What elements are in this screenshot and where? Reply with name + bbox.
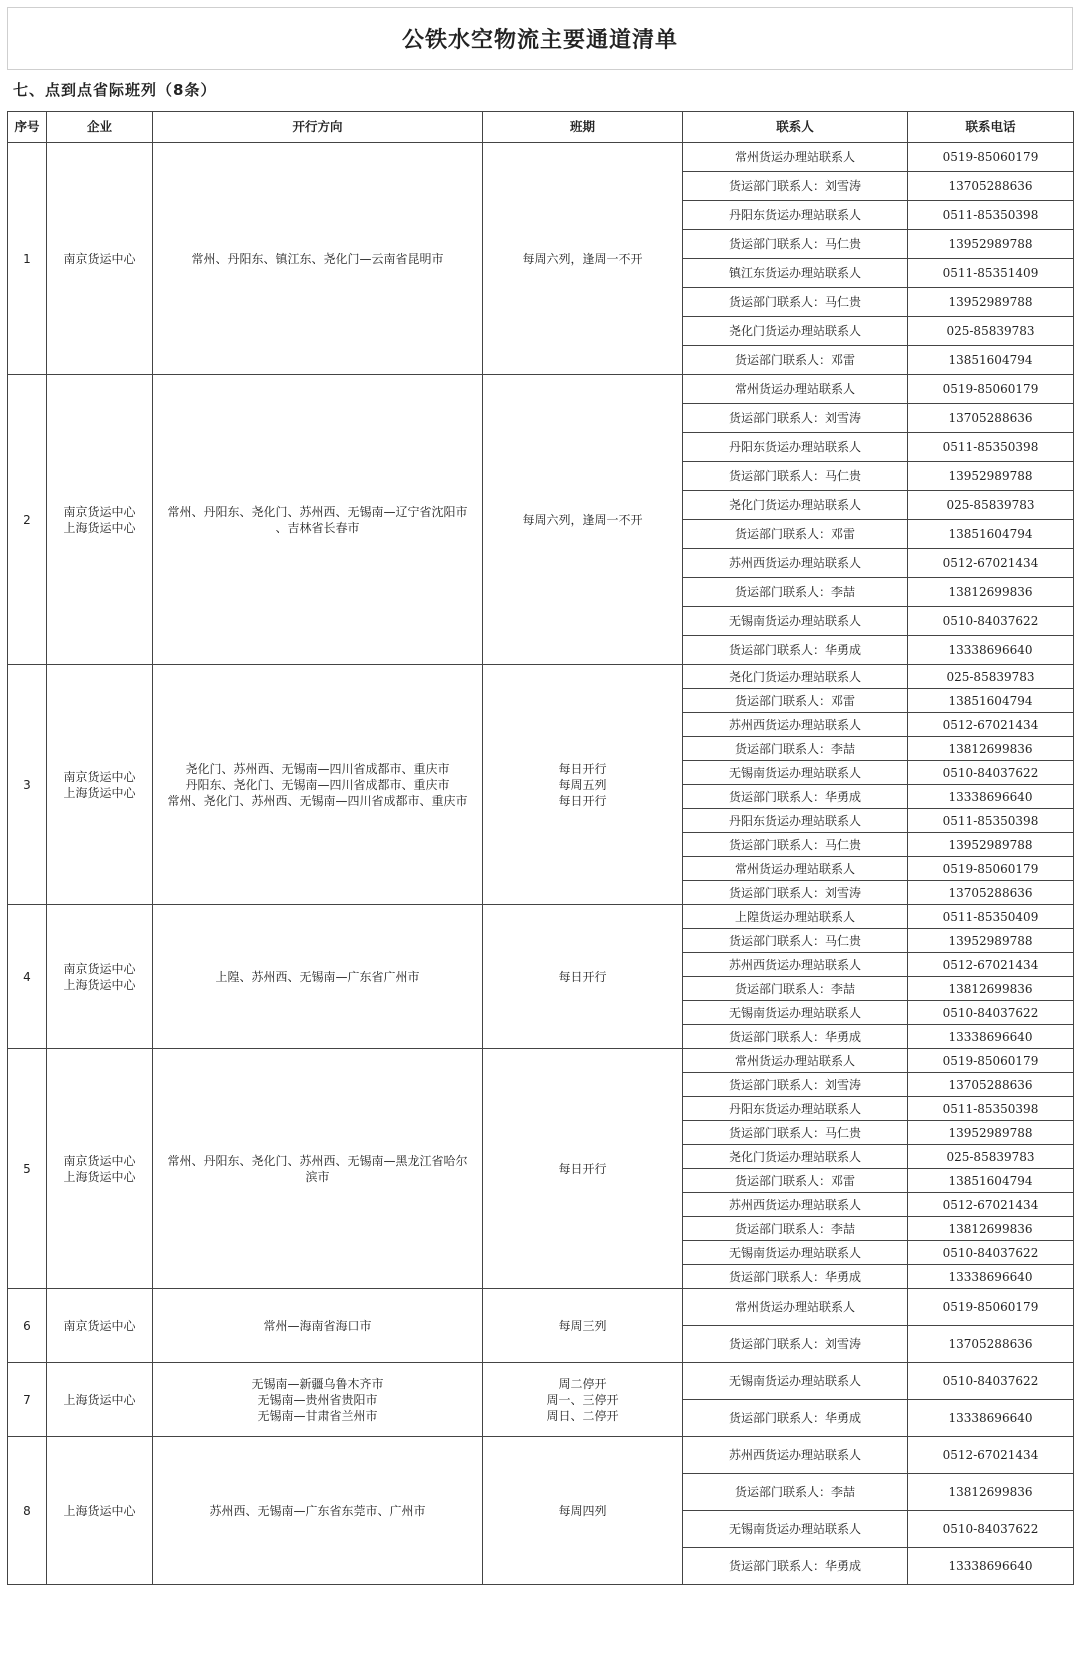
cell-contact-phone: 0512-67021434	[908, 953, 1074, 977]
header-company: 企业	[47, 112, 153, 143]
cell-contact-phone: 0510-84037622	[908, 1511, 1074, 1548]
cell-contact-name: 常州货运办理站联系人	[683, 857, 908, 881]
cell-contact-name: 货运部门联系人：马仁贵	[683, 462, 908, 491]
cell-schedule: 每周六列，逢周一不开	[483, 375, 683, 665]
cell-contact-name: 尧化门货运办理站联系人	[683, 317, 908, 346]
cell-contact-name: 无锡南货运办理站联系人	[683, 1511, 908, 1548]
cell-contact-phone: 0519-85060179	[908, 857, 1074, 881]
cell-contact-name: 货运部门联系人：华勇成	[683, 1548, 908, 1585]
cell-schedule: 每周三列	[483, 1289, 683, 1363]
header-phone: 联系电话	[908, 112, 1074, 143]
cell-contact-phone: 0512-67021434	[908, 549, 1074, 578]
cell-contact-phone: 13338696640	[908, 1548, 1074, 1585]
cell-contact-phone: 13851604794	[908, 1169, 1074, 1193]
cell-contact-phone: 13812699836	[908, 578, 1074, 607]
cell-contact-phone: 0510-84037622	[908, 1241, 1074, 1265]
cell-contact-phone: 0510-84037622	[908, 761, 1074, 785]
cell-direction: 常州、丹阳东、镇江东、尧化门—云南省昆明市	[153, 143, 483, 375]
header-row	[8, 112, 1074, 143]
cell-no: 1	[8, 143, 47, 375]
cell-contact-name: 货运部门联系人：李喆	[683, 977, 908, 1001]
cell-contact-name: 货运部门联系人：马仁贵	[683, 833, 908, 857]
table-row	[8, 1049, 1074, 1073]
section-title: 七、点到点省际班列（8条）	[13, 80, 217, 99]
cell-contact-name: 货运部门联系人：刘雪涛	[683, 1073, 908, 1097]
cell-contact-name: 货运部门联系人：刘雪涛	[683, 1326, 908, 1363]
cell-no: 5	[8, 1049, 47, 1289]
cell-company: 南京货运中心 上海货运中心	[47, 1049, 153, 1289]
cell-contact-phone: 13705288636	[908, 404, 1074, 433]
cell-contact-name: 无锡南货运办理站联系人	[683, 1363, 908, 1400]
cell-contact-name: 上隍货运办理站联系人	[683, 905, 908, 929]
cell-contact-name: 无锡南货运办理站联系人	[683, 761, 908, 785]
cell-contact-phone: 0510-84037622	[908, 1001, 1074, 1025]
table-header	[8, 112, 1074, 143]
table-row	[8, 1289, 1074, 1326]
cell-contact-name: 货运部门联系人：李喆	[683, 1217, 908, 1241]
cell-contact-phone: 0510-84037622	[908, 1363, 1074, 1400]
cell-contact-name: 无锡南货运办理站联系人	[683, 607, 908, 636]
cell-schedule: 每周四列	[483, 1437, 683, 1585]
table-row	[8, 665, 1074, 689]
cell-contact-phone: 13952989788	[908, 230, 1074, 259]
cell-contact-phone: 0510-84037622	[908, 607, 1074, 636]
cell-contact-phone: 025-85839783	[908, 317, 1074, 346]
cell-contact-name: 无锡南货运办理站联系人	[683, 1241, 908, 1265]
cell-contact-name: 尧化门货运办理站联系人	[683, 1145, 908, 1169]
cell-contact-name: 尧化门货运办理站联系人	[683, 665, 908, 689]
cell-contact-name: 货运部门联系人：华勇成	[683, 1025, 908, 1049]
cell-contact-phone: 13812699836	[908, 1474, 1074, 1511]
cell-contact-phone: 13705288636	[908, 881, 1074, 905]
cell-contact-name: 货运部门联系人：李喆	[683, 1474, 908, 1511]
cell-contact-name: 镇江东货运办理站联系人	[683, 259, 908, 288]
cell-schedule: 每日开行	[483, 905, 683, 1049]
cell-contact-phone: 13952989788	[908, 929, 1074, 953]
cell-contact-name: 货运部门联系人：马仁贵	[683, 1121, 908, 1145]
cell-contact-name: 货运部门联系人：邓雷	[683, 1169, 908, 1193]
cell-no: 3	[8, 665, 47, 905]
cell-contact-phone: 0511-85350398	[908, 201, 1074, 230]
cell-no: 7	[8, 1363, 47, 1437]
cell-company: 上海货运中心	[47, 1363, 153, 1437]
cell-contact-name: 常州货运办理站联系人	[683, 1049, 908, 1073]
cell-contact-phone: 13705288636	[908, 1073, 1074, 1097]
cell-contact-phone: 13705288636	[908, 1326, 1074, 1363]
cell-contact-name: 货运部门联系人：马仁贵	[683, 288, 908, 317]
cell-contact-phone: 13851604794	[908, 520, 1074, 549]
cell-contact-name: 无锡南货运办理站联系人	[683, 1001, 908, 1025]
cell-contact-name: 苏州西货运办理站联系人	[683, 1193, 908, 1217]
cell-contact-phone: 0511-85350409	[908, 905, 1074, 929]
cell-contact-name: 苏州西货运办理站联系人	[683, 953, 908, 977]
table-row	[8, 143, 1074, 172]
cell-contact-phone: 13338696640	[908, 1400, 1074, 1437]
cell-contact-phone: 13812699836	[908, 1217, 1074, 1241]
cell-contact-phone: 0512-67021434	[908, 1437, 1074, 1474]
cell-contact-phone: 13812699836	[908, 737, 1074, 761]
cell-contact-name: 丹阳东货运办理站联系人	[683, 433, 908, 462]
cell-company: 上海货运中心	[47, 1437, 153, 1585]
cell-contact-name: 丹阳东货运办理站联系人	[683, 1097, 908, 1121]
cell-contact-name: 货运部门联系人：华勇成	[683, 636, 908, 665]
cell-contact-name: 苏州西货运办理站联系人	[683, 549, 908, 578]
cell-contact-phone: 0511-85350398	[908, 809, 1074, 833]
cell-contact-name: 货运部门联系人：刘雪涛	[683, 404, 908, 433]
cell-contact-phone: 13952989788	[908, 1121, 1074, 1145]
cell-contact-phone: 0512-67021434	[908, 1193, 1074, 1217]
cell-contact-name: 货运部门联系人：李喆	[683, 578, 908, 607]
cell-direction: 上隍、苏州西、无锡南—广东省广州市	[153, 905, 483, 1049]
cell-contact-name: 苏州西货运办理站联系人	[683, 713, 908, 737]
cell-contact-phone: 0511-85350398	[908, 1097, 1074, 1121]
cell-direction: 尧化门、苏州西、无锡南—四川省成都市、重庆市 丹阳东、尧化门、无锡南—四川省成都市、重庆市 常州、尧化门、苏州西、无锡南—四川省成都市、重庆市	[153, 665, 483, 905]
cell-no: 2	[8, 375, 47, 665]
cell-contact-phone: 13338696640	[908, 1265, 1074, 1289]
cell-contact-name: 货运部门联系人：邓雷	[683, 346, 908, 375]
cell-company: 南京货运中心 上海货运中心	[47, 375, 153, 665]
header-contact: 联系人	[683, 112, 908, 143]
table-row	[8, 905, 1074, 929]
cell-schedule: 每周六列，逢周一不开	[483, 143, 683, 375]
cell-contact-phone: 0519-85060179	[908, 143, 1074, 172]
cell-contact-phone: 13851604794	[908, 346, 1074, 375]
cell-schedule: 每日开行	[483, 1049, 683, 1289]
cell-contact-phone: 13338696640	[908, 636, 1074, 665]
cell-no: 4	[8, 905, 47, 1049]
cell-no: 8	[8, 1437, 47, 1585]
cell-contact-phone: 0511-85351409	[908, 259, 1074, 288]
cell-company: 南京货运中心 上海货运中心	[47, 905, 153, 1049]
cell-contact-phone: 13952989788	[908, 288, 1074, 317]
cell-contact-name: 苏州西货运办理站联系人	[683, 1437, 908, 1474]
cell-contact-name: 货运部门联系人：华勇成	[683, 785, 908, 809]
cell-contact-phone: 025-85839783	[908, 665, 1074, 689]
page-title: 公铁水空物流主要通道清单	[7, 7, 1073, 70]
cell-contact-name: 货运部门联系人：马仁贵	[683, 230, 908, 259]
cell-contact-phone: 13705288636	[908, 172, 1074, 201]
cell-contact-name: 丹阳东货运办理站联系人	[683, 201, 908, 230]
header-schedule: 班期	[483, 112, 683, 143]
cell-contact-name: 货运部门联系人：邓雷	[683, 520, 908, 549]
cell-company: 南京货运中心	[47, 1289, 153, 1363]
cell-contact-name: 货运部门联系人：刘雪涛	[683, 881, 908, 905]
cell-schedule: 周二停开 周一、三停开 周日、二停开	[483, 1363, 683, 1437]
cell-schedule: 每日开行 每周五列 每日开行	[483, 665, 683, 905]
cell-contact-phone: 0519-85060179	[908, 375, 1074, 404]
cell-contact-name: 货运部门联系人：李喆	[683, 737, 908, 761]
table-row	[8, 1437, 1074, 1474]
cell-contact-phone: 0512-67021434	[908, 713, 1074, 737]
cell-direction: 常州、丹阳东、尧化门、苏州西、无锡南—黑龙江省哈尔 滨市	[153, 1049, 483, 1289]
cell-contact-name: 货运部门联系人：马仁贵	[683, 929, 908, 953]
cell-direction: 常州、丹阳东、尧化门、苏州西、无锡南—辽宁省沈阳市 、吉林省长春市	[153, 375, 483, 665]
cell-contact-name: 尧化门货运办理站联系人	[683, 491, 908, 520]
cell-company: 南京货运中心	[47, 143, 153, 375]
cell-contact-phone: 13851604794	[908, 689, 1074, 713]
cell-company: 南京货运中心 上海货运中心	[47, 665, 153, 905]
cell-contact-name: 货运部门联系人：邓雷	[683, 689, 908, 713]
cell-contact-phone: 025-85839783	[908, 491, 1074, 520]
cell-contact-name: 货运部门联系人：华勇成	[683, 1400, 908, 1437]
cell-contact-phone: 0511-85350398	[908, 433, 1074, 462]
cell-contact-name: 常州货运办理站联系人	[683, 375, 908, 404]
cell-contact-phone: 0519-85060179	[908, 1289, 1074, 1326]
train-schedule-table	[7, 111, 1074, 1585]
cell-contact-phone: 13338696640	[908, 1025, 1074, 1049]
cell-direction: 苏州西、无锡南—广东省东莞市、广州市	[153, 1437, 483, 1585]
cell-contact-phone: 13812699836	[908, 977, 1074, 1001]
cell-contact-phone: 0519-85060179	[908, 1049, 1074, 1073]
cell-direction: 无锡南—新疆乌鲁木齐市 无锡南—贵州省贵阳市 无锡南—甘肃省兰州市	[153, 1363, 483, 1437]
cell-contact-name: 常州货运办理站联系人	[683, 143, 908, 172]
cell-contact-phone: 025-85839783	[908, 1145, 1074, 1169]
cell-contact-phone: 13952989788	[908, 833, 1074, 857]
table-row	[8, 1363, 1074, 1400]
header-no: 序号	[8, 112, 47, 143]
cell-contact-name: 丹阳东货运办理站联系人	[683, 809, 908, 833]
cell-contact-name: 货运部门联系人：华勇成	[683, 1265, 908, 1289]
table-row	[8, 375, 1074, 404]
cell-contact-phone: 13952989788	[908, 462, 1074, 491]
table-body	[8, 143, 1074, 1585]
cell-direction: 常州—海南省海口市	[153, 1289, 483, 1363]
header-direction: 开行方向	[153, 112, 483, 143]
cell-contact-name: 常州货运办理站联系人	[683, 1289, 908, 1326]
cell-contact-phone: 13338696640	[908, 785, 1074, 809]
cell-no: 6	[8, 1289, 47, 1363]
cell-contact-name: 货运部门联系人：刘雪涛	[683, 172, 908, 201]
